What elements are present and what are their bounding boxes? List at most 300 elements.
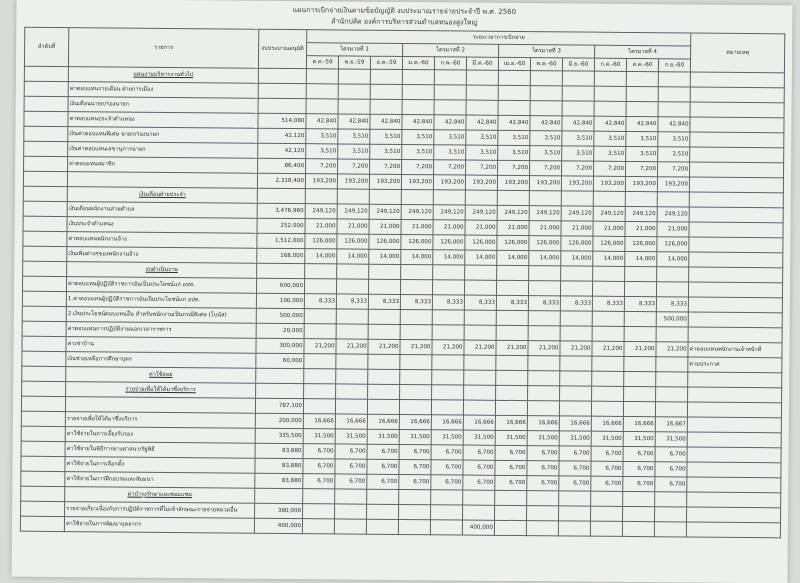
month-value-cell (335, 399, 367, 414)
item-label: 1.ค่าตอบแทนผู้ปฏิบัติราชการอันเป็นประโยชน์แก่ อปท. (66, 292, 256, 309)
month-value-cell: 42,840 (466, 115, 498, 130)
month-value-cell (304, 324, 336, 339)
month-value-cell (305, 264, 337, 279)
month-value-cell: 31,500 (463, 430, 495, 445)
month-value-cell (336, 279, 368, 294)
month-value-cell: 21,000 (401, 219, 433, 234)
month-value-cell: 6,700 (463, 460, 495, 475)
month-value-cell (625, 266, 657, 281)
remark-cell (689, 207, 783, 223)
header-month: มี.ค.-60 (466, 57, 498, 70)
section-label: ค่าบำรุงรักษาและซ่อมแซม (65, 487, 255, 504)
row-number-cell (23, 186, 67, 201)
month-value-cell: 14,000 (401, 249, 433, 264)
month-value-cell: 21,200 (656, 342, 688, 357)
month-value-cell (657, 267, 689, 282)
month-value-cell: 3,510 (466, 145, 498, 160)
remark-cell: ตามประกาศ (688, 357, 782, 373)
month-value-cell: 6,700 (655, 462, 687, 477)
month-value-cell (401, 264, 433, 279)
remark-cell (687, 447, 781, 463)
header-quarter-1: ไตรมาสที่ 1 (307, 43, 403, 57)
month-value-cell: 6,700 (399, 444, 431, 459)
row-number-cell (23, 201, 67, 216)
month-value-cell (466, 100, 498, 115)
month-value-cell (434, 70, 466, 85)
month-value-cell: 42,840 (370, 114, 402, 129)
month-value-cell: 7,200 (498, 160, 530, 175)
month-value-cell: 126,000 (401, 234, 433, 249)
month-value-cell (530, 71, 562, 86)
month-value-cell (526, 521, 558, 536)
month-value-cell: 500,000 (656, 312, 688, 327)
section-label: งบดำเนินงาน (67, 262, 257, 279)
month-value-cell: 6,700 (591, 476, 623, 491)
item-label: ค่าเช่าบ้าน (66, 337, 256, 354)
month-value-cell (591, 491, 623, 506)
month-value-cell (656, 372, 688, 387)
month-value-cell: 249,120 (657, 207, 689, 222)
month-value-cell: 6,700 (527, 461, 559, 476)
month-value-cell: 6,700 (367, 459, 399, 474)
month-value-cell (496, 385, 528, 400)
item-label: ค่าใช้จ่ายในการฝึกอบรมและสัมมนา (65, 472, 255, 489)
remark-cell (687, 507, 781, 523)
remark-cell (687, 492, 781, 508)
month-value-cell (334, 519, 366, 534)
month-value-cell: 3,510 (562, 146, 594, 161)
header-month: พ.ย.-59 (338, 56, 370, 69)
month-value-cell: 21,000 (497, 220, 529, 235)
month-value-cell (558, 506, 590, 521)
month-value-cell: 6,700 (623, 476, 655, 491)
month-value-cell: 14,000 (561, 251, 593, 266)
month-value-cell: 6,700 (591, 461, 623, 476)
budget-cell: 20,000 (256, 323, 304, 338)
month-value-cell: 16,666 (495, 415, 527, 430)
month-value-cell: 6,700 (559, 446, 591, 461)
item-label: เงินเพิ่มต่างๆของพนักงานจ้าง (67, 247, 257, 264)
month-value-cell (401, 189, 433, 204)
month-value-cell (592, 326, 624, 341)
month-value-cell: 21,000 (337, 219, 369, 234)
month-value-cell: 6,700 (495, 445, 527, 460)
row-number-cell (21, 441, 65, 456)
row-number-cell (21, 486, 65, 501)
month-value-cell (464, 310, 496, 325)
month-value-cell: 8,333 (432, 295, 464, 310)
header-quarter-2: ไตรมาสที่ 2 (403, 43, 499, 57)
month-value-cell: 31,500 (303, 429, 335, 444)
month-value-cell: 21,000 (593, 221, 625, 236)
month-value-cell (624, 386, 656, 401)
month-value-cell: 14,000 (433, 250, 465, 265)
month-value-cell: 14,000 (529, 251, 561, 266)
month-value-cell: 16,666 (591, 416, 623, 431)
month-value-cell (528, 281, 560, 296)
month-value-cell (402, 84, 434, 99)
row-number-cell (21, 396, 65, 411)
budget-cell (258, 83, 306, 98)
month-value-cell (622, 506, 654, 521)
header-month: ต.ค.-59 (306, 56, 338, 69)
month-value-cell (337, 264, 369, 279)
month-value-cell (590, 506, 622, 521)
header-quarter-3: ไตรมาสที่ 3 (499, 44, 595, 58)
month-value-cell (464, 385, 496, 400)
row-number-cell (21, 501, 65, 516)
month-value-cell (302, 519, 334, 534)
header-month: ก.ย.-60 (658, 59, 690, 72)
month-value-cell (304, 384, 336, 399)
remark-cell (686, 522, 780, 538)
item-label: ค่าตอบแทนการปฏิบัติงานนอกเวลาราชการ (66, 322, 256, 339)
month-value-cell (624, 311, 656, 326)
month-value-cell: 7,200 (562, 161, 594, 176)
month-value-cell (560, 386, 592, 401)
month-value-cell: 21,200 (592, 341, 624, 356)
month-value-cell (306, 69, 338, 84)
header-month: ก.พ.-60 (434, 57, 466, 70)
row-number-cell (24, 96, 68, 111)
budget-cell: 600,000 (256, 278, 304, 293)
month-value-cell: 14,000 (305, 249, 337, 264)
month-value-cell (370, 84, 402, 99)
month-value-cell (368, 384, 400, 399)
month-value-cell: 6,700 (399, 474, 431, 489)
month-value-cell (658, 87, 690, 102)
month-value-cell (560, 356, 592, 371)
remark-cell (689, 237, 783, 253)
month-value-cell: 249,120 (465, 205, 497, 220)
month-value-cell: 126,000 (465, 235, 497, 250)
month-value-cell (622, 521, 654, 536)
month-value-cell: 193,200 (497, 175, 529, 190)
month-value-cell: 3,510 (402, 129, 434, 144)
month-value-cell: 3,510 (306, 129, 338, 144)
month-value-cell (463, 505, 495, 520)
month-value-cell: 42,840 (626, 116, 658, 131)
remark-cell (688, 372, 782, 388)
month-value-cell (528, 311, 560, 326)
month-value-cell: 16,666 (527, 416, 559, 431)
month-value-cell: 14,000 (337, 249, 369, 264)
month-value-cell (625, 191, 657, 206)
month-value-cell (658, 72, 690, 87)
month-value-cell (658, 102, 690, 117)
month-value-cell: 8,333 (304, 294, 336, 309)
item-label: ค่าตอบแทนผู้ปฏิบัติราชการอันเป็นประโยชน์แก่ อปท. (66, 277, 256, 294)
month-value-cell: 126,000 (561, 236, 593, 251)
month-value-cell (432, 370, 464, 385)
month-value-cell: 3,510 (370, 144, 402, 159)
budget-cell: 514,080 (258, 113, 306, 128)
month-value-cell: 7,200 (594, 161, 626, 176)
item-label: เงินค่าตอบแทนพิเศษ นายก/รองนายก (68, 127, 258, 144)
month-value-cell (399, 399, 431, 414)
month-value-cell: 193,200 (433, 175, 465, 190)
month-value-cell (465, 265, 497, 280)
month-value-cell (592, 386, 624, 401)
month-value-cell: 193,200 (593, 176, 625, 191)
month-value-cell (528, 371, 560, 386)
month-value-cell (527, 491, 559, 506)
month-value-cell: 3,510 (626, 146, 658, 161)
budget-cell: 400,000 (254, 518, 302, 533)
budget-cell: 2,318,400 (257, 173, 305, 188)
month-value-cell (368, 279, 400, 294)
month-value-cell: 31,500 (367, 429, 399, 444)
month-value-cell: 21,200 (368, 339, 400, 354)
month-value-cell (528, 356, 560, 371)
budget-cell (257, 263, 305, 278)
month-value-cell: 31,500 (559, 431, 591, 446)
month-value-cell: 31,500 (655, 432, 687, 447)
header-month: มิ.ย.-60 (562, 58, 594, 71)
month-value-cell: 249,120 (529, 206, 561, 221)
month-value-cell (336, 309, 368, 324)
title-line-2: สำนักปลัด องค์การบริหารส่วนตำบลหนองสูงใหญ่ (331, 17, 478, 27)
month-value-cell (494, 520, 526, 535)
item-label: เงินประจำตำแหน่ง (67, 217, 257, 234)
month-value-cell: 21,200 (432, 340, 464, 355)
month-value-cell (433, 190, 465, 205)
header-period: ระยะเวลาการเบิกจ่าย (307, 30, 691, 46)
month-value-cell: 6,700 (463, 445, 495, 460)
row-number-cell (21, 411, 65, 426)
month-value-cell: 249,120 (305, 204, 337, 219)
month-value-cell (496, 355, 528, 370)
month-value-cell: 21,200 (528, 341, 560, 356)
month-value-cell: 193,200 (305, 174, 337, 189)
month-value-cell: 16,666 (367, 414, 399, 429)
month-value-cell: 31,500 (335, 429, 367, 444)
budget-cell: 100,000 (256, 293, 304, 308)
month-value-cell (432, 280, 464, 295)
month-value-cell: 6,700 (431, 475, 463, 490)
month-value-cell (654, 522, 686, 537)
month-value-cell: 6,700 (303, 444, 335, 459)
budget-cell: 380,000 (255, 503, 303, 518)
month-value-cell: 193,200 (401, 174, 433, 189)
header-month: ก.ค.-60 (594, 58, 626, 71)
month-value-cell (336, 324, 368, 339)
row-number-cell (21, 456, 65, 471)
month-value-cell (303, 399, 335, 414)
month-value-cell (370, 99, 402, 114)
month-value-cell (304, 309, 336, 324)
month-value-cell: 8,333 (400, 294, 432, 309)
month-value-cell (561, 191, 593, 206)
month-value-cell (529, 191, 561, 206)
month-value-cell: 31,500 (495, 430, 527, 445)
month-value-cell: 8,333 (560, 296, 592, 311)
month-value-cell: 7,200 (306, 159, 338, 174)
budget-cell: 60,000 (256, 353, 304, 368)
month-value-cell (336, 354, 368, 369)
month-value-cell: 400,000 (462, 520, 494, 535)
month-value-cell (624, 281, 656, 296)
month-value-cell: 249,120 (433, 205, 465, 220)
remark-cell (687, 432, 781, 448)
month-value-cell (656, 357, 688, 372)
item-label: ค่าตอบแทนพนักงานจ้าง (67, 232, 257, 249)
row-number-cell (23, 216, 67, 231)
month-value-cell (402, 99, 434, 114)
month-value-cell (464, 370, 496, 385)
month-value-cell (432, 355, 464, 370)
remark-cell (689, 177, 783, 193)
row-number-cell (22, 321, 66, 336)
remark-cell (688, 327, 782, 343)
month-value-cell (624, 371, 656, 386)
month-value-cell: 126,000 (433, 235, 465, 250)
row-number-cell (22, 366, 66, 381)
month-value-cell (465, 190, 497, 205)
month-value-cell (368, 324, 400, 339)
month-value-cell (338, 84, 370, 99)
month-value-cell: 3,510 (306, 144, 338, 159)
month-value-cell (368, 369, 400, 384)
month-value-cell (336, 384, 368, 399)
month-value-cell (560, 371, 592, 386)
month-value-cell: 16,666 (335, 414, 367, 429)
month-value-cell: 6,700 (367, 474, 399, 489)
month-value-cell: 3,510 (498, 145, 530, 160)
month-value-cell (623, 491, 655, 506)
table-body (20, 66, 784, 538)
remark-cell (688, 387, 782, 403)
remark-cell (687, 402, 781, 418)
month-value-cell (562, 86, 594, 101)
item-label (67, 172, 257, 189)
month-value-cell (529, 266, 561, 281)
month-value-cell (656, 387, 688, 402)
month-value-cell: 6,700 (303, 474, 335, 489)
month-value-cell: 126,000 (625, 236, 657, 251)
remark-cell (689, 267, 783, 283)
remark-cell (688, 312, 782, 328)
header-quarter-4: ไตรมาสที่ 4 (595, 45, 691, 59)
month-value-cell: 21,200 (400, 339, 432, 354)
month-value-cell: 6,700 (559, 461, 591, 476)
month-value-cell: 3,510 (434, 145, 466, 160)
month-value-cell (527, 506, 559, 521)
month-value-cell (335, 504, 367, 519)
month-value-cell: 14,000 (593, 251, 625, 266)
month-value-cell: 193,200 (625, 176, 657, 191)
row-number-cell (24, 141, 68, 156)
month-value-cell (593, 266, 625, 281)
month-value-cell: 21,000 (369, 219, 401, 234)
month-value-cell (305, 189, 337, 204)
month-value-cell (592, 371, 624, 386)
month-value-cell: 16,666 (559, 416, 591, 431)
month-value-cell: 21,200 (464, 340, 496, 355)
month-value-cell: 3,510 (434, 130, 466, 145)
month-value-cell: 3,510 (658, 132, 690, 147)
month-value-cell (367, 489, 399, 504)
budget-cell: 500,000 (256, 308, 304, 323)
month-value-cell: 193,200 (529, 176, 561, 191)
month-value-cell (400, 309, 432, 324)
item-label: ค่าตอบแทนรายเดือน ฝ่ายการเมือง (68, 82, 258, 99)
month-value-cell (431, 400, 463, 415)
remark-cell (689, 252, 783, 268)
month-value-cell: 3,510 (594, 131, 626, 146)
row-number-cell (24, 156, 68, 171)
row-number-cell (24, 66, 68, 81)
month-value-cell (400, 324, 432, 339)
budget-cell: 3,476,960 (257, 203, 305, 218)
month-value-cell (560, 326, 592, 341)
month-value-cell (626, 101, 658, 116)
remark-cell (687, 417, 781, 433)
budget-cell: 252,000 (257, 218, 305, 233)
row-number-cell (23, 171, 67, 186)
month-value-cell: 6,700 (527, 446, 559, 461)
remark-cell (690, 87, 784, 103)
month-value-cell (496, 310, 528, 325)
month-value-cell: 7,200 (466, 160, 498, 175)
month-value-cell: 21,000 (433, 220, 465, 235)
month-value-cell: 6,700 (431, 445, 463, 460)
month-value-cell: 126,000 (369, 234, 401, 249)
month-value-cell: 21,200 (304, 339, 336, 354)
month-value-cell: 21,000 (529, 221, 561, 236)
header-month: เม.ย.-60 (498, 57, 530, 70)
row-number-cell (24, 126, 68, 141)
month-value-cell: 7,200 (370, 159, 402, 174)
month-value-cell: 42,840 (434, 115, 466, 130)
month-value-cell (562, 71, 594, 86)
budget-cell (255, 488, 303, 503)
item-label: ค่าใช้จ่ายในการเลี้ยงรับรอง (65, 427, 255, 444)
title-line-1: แผนการเบิกจ่ายเงินตามข้อบัญญัติ งบประมาณรายจ่ายประจำปี พ.ศ. 2560 (292, 6, 517, 16)
month-value-cell (400, 279, 432, 294)
item-label: ค่าใช้จ่ายในการพัฒนาบุคลากร (64, 517, 254, 534)
month-value-cell (590, 521, 622, 536)
month-value-cell (303, 489, 335, 504)
row-number-cell (23, 261, 67, 276)
remark-cell (690, 102, 784, 118)
month-value-cell: 7,200 (434, 160, 466, 175)
month-value-cell: 7,200 (338, 159, 370, 174)
header-month: ส.ค.-60 (626, 58, 658, 71)
month-value-cell (624, 326, 656, 341)
month-value-cell: 14,000 (369, 249, 401, 264)
month-value-cell (400, 354, 432, 369)
month-value-cell: 3,510 (562, 131, 594, 146)
month-value-cell: 16,666 (431, 415, 463, 430)
month-value-cell: 126,000 (529, 236, 561, 251)
month-value-cell: 31,500 (431, 430, 463, 445)
month-value-cell (464, 355, 496, 370)
remark-cell (690, 132, 784, 148)
month-value-cell: 126,000 (593, 236, 625, 251)
remark-cell (687, 477, 781, 493)
budget-cell (258, 98, 306, 113)
month-value-cell (594, 101, 626, 116)
budget-cell: 200,000 (255, 413, 303, 428)
item-label: ค่าใช้จ่ายในพิธีการทางศาสนา/รัฐพิธี (65, 442, 255, 459)
section-label: ค่าใช้สอย (66, 367, 256, 384)
month-value-cell (338, 99, 370, 114)
month-value-cell: 3,510 (338, 144, 370, 159)
budget-cell: 300,000 (256, 338, 304, 353)
budget-cell: 787,100 (255, 398, 303, 413)
budget-table (20, 27, 785, 539)
